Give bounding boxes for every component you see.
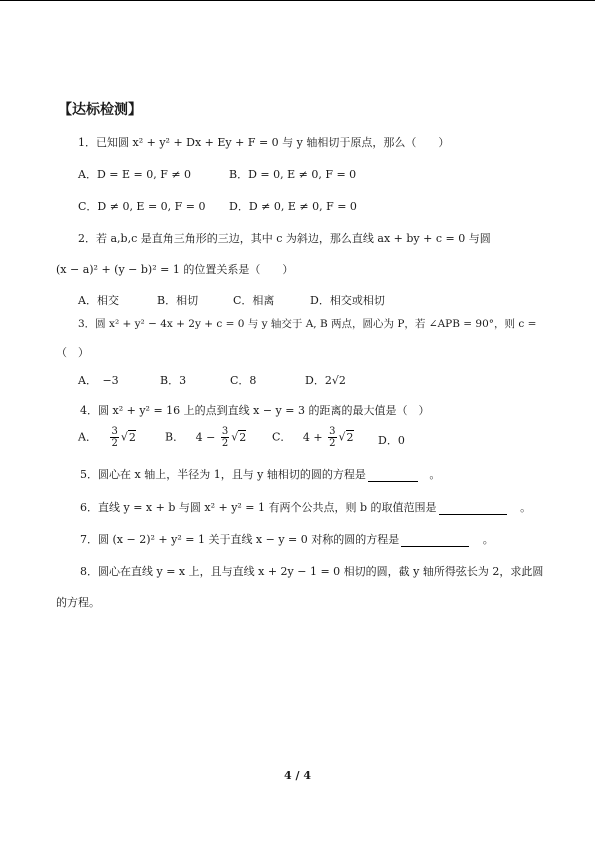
sqrt-symbol: √ bbox=[231, 430, 239, 444]
fraction-numerator: 3 bbox=[329, 426, 336, 437]
question-3-option-c: C．8 bbox=[230, 374, 257, 387]
question-3-option-d: D．2√2 bbox=[305, 374, 346, 387]
fraction bbox=[110, 426, 118, 449]
question-2-option-c: C．相离 bbox=[233, 294, 275, 307]
question-1-stem: 1．已知圆 x² + y² + Dx + Ey + F = 0 与 y 轴相切于原点，那么（ ） bbox=[78, 136, 450, 149]
question-8-stem: 8．圆心在直线 y = x 上，且与直线 x + 2y − 1 = 0 相切的圆，截 y 轴所得弦长为 2，求此圆 bbox=[80, 565, 544, 578]
fraction-denominator: 2 bbox=[221, 438, 229, 449]
option-a-label: A． bbox=[78, 430, 97, 444]
question-2-option-a: A．相交 bbox=[78, 294, 119, 307]
question-5-text: 5．圆心在 x 轴上，半径为 1，且与 y 轴相切的圆的方程是 bbox=[80, 468, 366, 481]
fraction bbox=[328, 426, 336, 449]
fraction-numerator: 3 bbox=[221, 426, 229, 437]
question-6-text: 6．直线 y = x + b 与圆 x² + y² = 1 有两个公共点，则 b 的取值范围是 bbox=[80, 501, 437, 514]
question-5-stem bbox=[80, 466, 440, 482]
question-4-option-d: D．0 bbox=[378, 434, 405, 447]
option-c-prefix: 4 + bbox=[302, 430, 323, 444]
sqrt-symbol: √ bbox=[338, 430, 346, 444]
question-1-option-c: C．D ≠ 0, E = 0, F = 0 bbox=[78, 200, 206, 213]
question-3-stem-continued: （ ） bbox=[56, 346, 89, 359]
top-rule bbox=[0, 0, 595, 1]
question-3-option-b: B．3 bbox=[160, 374, 187, 387]
question-8-stem-continued: 的方程。 bbox=[56, 596, 100, 609]
question-3-option-a: A． −3 bbox=[78, 374, 119, 387]
section-heading: 【达标检测】 bbox=[58, 102, 142, 118]
sqrt-symbol: √ bbox=[120, 430, 128, 444]
question-2-stem-continued: (x − a)² + (y − b)² = 1 的位置关系是（ ） bbox=[56, 263, 294, 276]
option-c-label: C． bbox=[272, 430, 292, 444]
answer-blank bbox=[368, 469, 418, 482]
question-2-option-b: B．相切 bbox=[157, 294, 199, 307]
question-7-text: 7．圆 (x − 2)² + y² = 1 关于直线 x − y = 0 对称的圆的方程是 bbox=[80, 533, 400, 546]
page-number: 4 / 4 bbox=[284, 769, 311, 782]
question-3-stem: 3．圆 x² + y² − 4x + 2y + c = 0 与 y 轴交于 A, B 两点，圆心为 P，若 ∠APB = 90°，则 c = bbox=[78, 318, 537, 330]
fraction-denominator: 2 bbox=[329, 438, 336, 449]
question-4-option-a bbox=[78, 426, 136, 449]
question-7-stem bbox=[80, 531, 494, 547]
question-1-option-a: A．D = E = 0, F ≠ 0 bbox=[78, 168, 192, 181]
question-1-option-d: D．D ≠ 0, E ≠ 0, F = 0 bbox=[229, 200, 357, 213]
fraction-denominator: 2 bbox=[111, 438, 118, 449]
question-6-stem bbox=[80, 499, 531, 515]
answer-blank bbox=[401, 534, 469, 547]
question-7-period: 。 bbox=[482, 533, 494, 546]
question-4-option-b bbox=[165, 426, 246, 449]
question-4-option-c bbox=[272, 426, 354, 449]
sqrt-radicand: 2 bbox=[346, 430, 354, 444]
question-1-option-b: B．D = 0, E ≠ 0, F = 0 bbox=[229, 168, 357, 181]
question-6-period: 。 bbox=[520, 501, 532, 514]
answer-blank bbox=[439, 502, 507, 515]
question-2-stem: 2．若 a,b,c 是直角三角形的三边，其中 c 为斜边，那么直线 ax + by + c = 0 与圆 bbox=[78, 232, 491, 245]
option-b-prefix: 4 − bbox=[195, 430, 216, 444]
question-4-stem: 4．圆 x² + y² = 16 上的点到直线 x − y = 3 的距离的最大值是（ ） bbox=[80, 404, 430, 417]
question-5-period: 。 bbox=[429, 468, 441, 481]
sqrt-radicand: 2 bbox=[128, 430, 136, 444]
sqrt-radicand: 2 bbox=[239, 430, 247, 444]
question-2-option-d: D．相交或相切 bbox=[310, 294, 385, 307]
fraction-numerator: 3 bbox=[111, 426, 118, 437]
option-b-label: B． bbox=[165, 430, 185, 444]
fraction bbox=[221, 426, 229, 449]
